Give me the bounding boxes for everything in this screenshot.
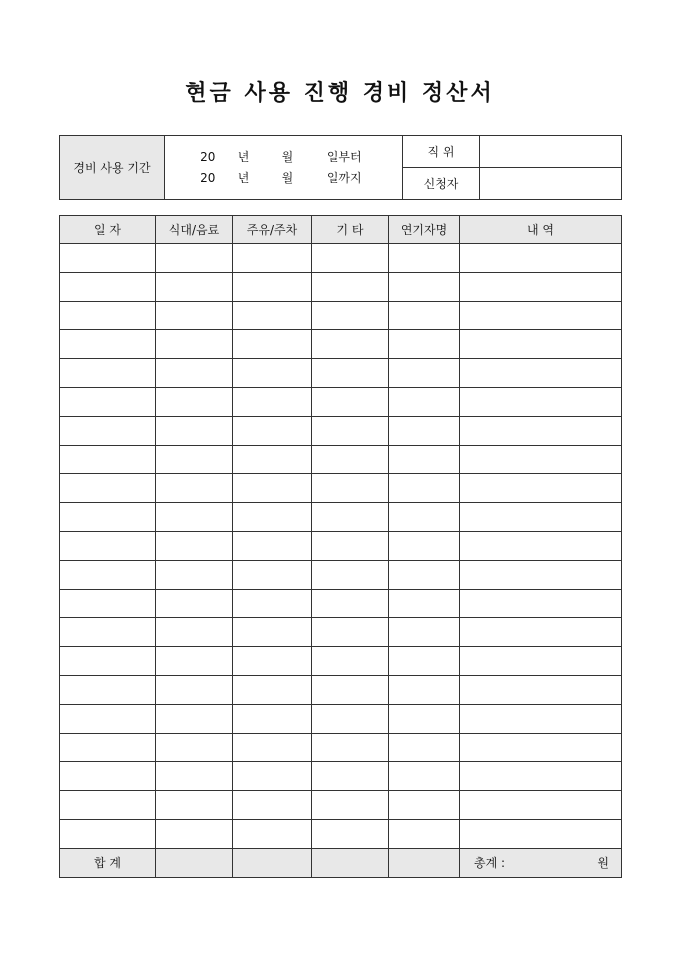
- grand-total-cell[interactable]: [460, 848, 622, 877]
- cell-other[interactable]: [312, 733, 389, 762]
- cell-date[interactable]: [60, 704, 156, 733]
- cell-date[interactable]: [60, 445, 156, 474]
- cell-meals[interactable]: [156, 762, 233, 791]
- cell-details[interactable]: [460, 474, 622, 503]
- total-meals[interactable]: [156, 848, 233, 877]
- header-fuel-parking: 주유/주차: [233, 216, 312, 244]
- cell-meals[interactable]: [156, 272, 233, 301]
- cell-date[interactable]: [60, 819, 156, 848]
- cell-meals[interactable]: [156, 503, 233, 532]
- period-from-year-prefix: 20: [200, 149, 216, 164]
- cell-fuel-parking[interactable]: [233, 733, 312, 762]
- cell-date[interactable]: [60, 474, 156, 503]
- cell-meals[interactable]: [156, 704, 233, 733]
- cell-details[interactable]: [460, 618, 622, 647]
- table-header-row: [60, 216, 622, 244]
- cell-date[interactable]: [60, 560, 156, 589]
- cell-fuel-parking[interactable]: [233, 647, 312, 676]
- cell-details[interactable]: [460, 589, 622, 618]
- cell-meals[interactable]: [156, 531, 233, 560]
- period-to-month: 월: [281, 170, 294, 185]
- applicant-label: 신청자: [403, 168, 480, 200]
- cell-performer[interactable]: [389, 387, 460, 416]
- cell-meals[interactable]: [156, 445, 233, 474]
- cell-date[interactable]: [60, 618, 156, 647]
- cell-other[interactable]: [312, 704, 389, 733]
- cell-fuel-parking[interactable]: [233, 301, 312, 330]
- cell-performer[interactable]: [389, 330, 460, 359]
- cell-date[interactable]: [60, 301, 156, 330]
- cell-other[interactable]: [312, 445, 389, 474]
- page-title: 현금 사용 진행 경비 정산서: [185, 80, 495, 106]
- cell-date[interactable]: [60, 762, 156, 791]
- cell-performer[interactable]: [389, 675, 460, 704]
- table-row: [60, 272, 622, 301]
- cell-other[interactable]: [312, 647, 389, 676]
- period-to: [165, 168, 402, 189]
- cell-date[interactable]: [60, 387, 156, 416]
- cell-other[interactable]: [312, 819, 389, 848]
- cell-performer[interactable]: [389, 589, 460, 618]
- cell-meals[interactable]: [156, 387, 233, 416]
- cell-performer[interactable]: [389, 762, 460, 791]
- cell-details[interactable]: [460, 445, 622, 474]
- cell-details[interactable]: [460, 560, 622, 589]
- cell-fuel-parking[interactable]: [233, 675, 312, 704]
- cell-date[interactable]: [60, 416, 156, 445]
- cell-performer[interactable]: [389, 416, 460, 445]
- period-to-year: 년: [237, 170, 250, 185]
- cell-date[interactable]: [60, 675, 156, 704]
- cell-meals[interactable]: [156, 301, 233, 330]
- cell-details[interactable]: [460, 301, 622, 330]
- cell-meals[interactable]: [156, 675, 233, 704]
- cell-fuel-parking[interactable]: [233, 704, 312, 733]
- cell-details[interactable]: [460, 675, 622, 704]
- cell-other[interactable]: [312, 762, 389, 791]
- cell-performer[interactable]: [389, 531, 460, 560]
- expense-table: [59, 215, 622, 878]
- cell-performer[interactable]: [389, 474, 460, 503]
- cell-details[interactable]: [460, 272, 622, 301]
- table-row: [60, 416, 622, 445]
- table-row: [60, 244, 622, 273]
- cell-other[interactable]: [312, 503, 389, 532]
- cell-other[interactable]: [312, 531, 389, 560]
- cell-date[interactable]: [60, 647, 156, 676]
- table-row: [60, 791, 622, 820]
- cell-details[interactable]: [460, 647, 622, 676]
- cell-date[interactable]: [60, 531, 156, 560]
- table-row: [60, 647, 622, 676]
- table-row: [60, 330, 622, 359]
- cell-fuel-parking[interactable]: [233, 387, 312, 416]
- table-row: [60, 359, 622, 388]
- cell-performer[interactable]: [389, 560, 460, 589]
- cell-performer[interactable]: [389, 618, 460, 647]
- cell-fuel-parking[interactable]: [233, 618, 312, 647]
- header-details: 내 역: [460, 216, 622, 244]
- cell-other[interactable]: [312, 330, 389, 359]
- cell-other[interactable]: [312, 618, 389, 647]
- cell-performer[interactable]: [389, 272, 460, 301]
- cell-details[interactable]: [460, 503, 622, 532]
- position-field[interactable]: [480, 136, 622, 168]
- cell-details[interactable]: [460, 733, 622, 762]
- cell-other[interactable]: [312, 272, 389, 301]
- cell-other[interactable]: [312, 359, 389, 388]
- table-row: [60, 589, 622, 618]
- cell-details[interactable]: [460, 244, 622, 273]
- table-row: [60, 819, 622, 848]
- cell-other[interactable]: [312, 474, 389, 503]
- cell-date[interactable]: [60, 244, 156, 273]
- cell-fuel-parking[interactable]: [233, 445, 312, 474]
- table-row: [60, 474, 622, 503]
- cell-details[interactable]: [460, 531, 622, 560]
- total-performer[interactable]: [389, 848, 460, 877]
- cell-fuel-parking[interactable]: [233, 272, 312, 301]
- cell-fuel-parking[interactable]: [233, 762, 312, 791]
- table-row: [60, 733, 622, 762]
- total-other[interactable]: [312, 848, 389, 877]
- cell-other[interactable]: [312, 560, 389, 589]
- period-from-day: 일부터: [326, 149, 362, 164]
- cell-fuel-parking[interactable]: [233, 589, 312, 618]
- cell-other[interactable]: [312, 301, 389, 330]
- cell-meals[interactable]: [156, 474, 233, 503]
- table-row: [60, 675, 622, 704]
- cell-details[interactable]: [460, 762, 622, 791]
- cell-meals[interactable]: [156, 819, 233, 848]
- cell-details[interactable]: [460, 387, 622, 416]
- cell-meals[interactable]: [156, 791, 233, 820]
- applicant-field[interactable]: [480, 168, 622, 200]
- cell-meals[interactable]: [156, 647, 233, 676]
- cell-other[interactable]: [312, 791, 389, 820]
- table-row: [60, 531, 622, 560]
- cell-performer[interactable]: [389, 359, 460, 388]
- cell-details[interactable]: [460, 416, 622, 445]
- cell-meals[interactable]: [156, 560, 233, 589]
- cell-details[interactable]: [460, 704, 622, 733]
- cell-details[interactable]: [460, 819, 622, 848]
- cell-performer[interactable]: [389, 791, 460, 820]
- cell-fuel-parking[interactable]: [233, 531, 312, 560]
- cell-performer[interactable]: [389, 647, 460, 676]
- cell-other[interactable]: [312, 244, 389, 273]
- cell-date[interactable]: [60, 330, 156, 359]
- header-performer: 연기자명: [389, 216, 460, 244]
- cell-performer[interactable]: [389, 819, 460, 848]
- period-from-year: 년: [237, 149, 250, 164]
- table-row: [60, 503, 622, 532]
- cell-meals[interactable]: [156, 733, 233, 762]
- cell-performer[interactable]: [389, 244, 460, 273]
- header-date: 일 자: [60, 216, 156, 244]
- period-from-month: 월: [281, 149, 294, 164]
- cell-meals[interactable]: [156, 244, 233, 273]
- cell-date[interactable]: [60, 272, 156, 301]
- cell-performer[interactable]: [389, 301, 460, 330]
- cell-meals[interactable]: [156, 416, 233, 445]
- period-to-day: 일까지: [326, 170, 362, 185]
- cell-performer[interactable]: [389, 704, 460, 733]
- table-row: [60, 301, 622, 330]
- period-to-year-prefix: 20: [200, 170, 216, 185]
- grand-total-label: 총계 :: [474, 856, 506, 871]
- header-other: 기 타: [312, 216, 389, 244]
- period-from: [165, 147, 402, 168]
- cell-other[interactable]: [312, 416, 389, 445]
- cell-date[interactable]: [60, 589, 156, 618]
- table-row: [60, 560, 622, 589]
- cell-details[interactable]: [460, 330, 622, 359]
- cell-date[interactable]: [60, 733, 156, 762]
- cell-fuel-parking[interactable]: [233, 791, 312, 820]
- cell-meals[interactable]: [156, 589, 233, 618]
- total-row: [60, 848, 622, 877]
- table-row: [60, 762, 622, 791]
- grand-total-unit: 원: [597, 856, 609, 871]
- table-row: [60, 704, 622, 733]
- cell-meals[interactable]: [156, 618, 233, 647]
- cell-meals[interactable]: [156, 330, 233, 359]
- table-row: [60, 618, 622, 647]
- cell-fuel-parking[interactable]: [233, 416, 312, 445]
- cell-other[interactable]: [312, 675, 389, 704]
- cell-date[interactable]: [60, 791, 156, 820]
- header-meals: 식대/음료: [156, 216, 233, 244]
- cell-details[interactable]: [460, 791, 622, 820]
- cell-fuel-parking[interactable]: [233, 330, 312, 359]
- total-label: 합 계: [60, 848, 156, 877]
- cell-details[interactable]: [460, 359, 622, 388]
- cell-other[interactable]: [312, 589, 389, 618]
- period-range: [165, 136, 403, 200]
- position-label: 직 위: [403, 136, 480, 168]
- table-row: [60, 387, 622, 416]
- period-label: 경비 사용 기간: [60, 136, 165, 200]
- cell-performer[interactable]: [389, 445, 460, 474]
- cell-fuel-parking[interactable]: [233, 819, 312, 848]
- total-fuel-parking[interactable]: [233, 848, 312, 877]
- cell-other[interactable]: [312, 387, 389, 416]
- cell-date[interactable]: [60, 503, 156, 532]
- cell-fuel-parking[interactable]: [233, 474, 312, 503]
- cell-performer[interactable]: [389, 503, 460, 532]
- cell-fuel-parking[interactable]: [233, 244, 312, 273]
- cell-performer[interactable]: [389, 733, 460, 762]
- period-info-table: [59, 135, 622, 200]
- table-row: [60, 445, 622, 474]
- cell-date[interactable]: [60, 359, 156, 388]
- cell-fuel-parking[interactable]: [233, 560, 312, 589]
- cell-meals[interactable]: [156, 359, 233, 388]
- cell-fuel-parking[interactable]: [233, 503, 312, 532]
- cell-fuel-parking[interactable]: [233, 359, 312, 388]
